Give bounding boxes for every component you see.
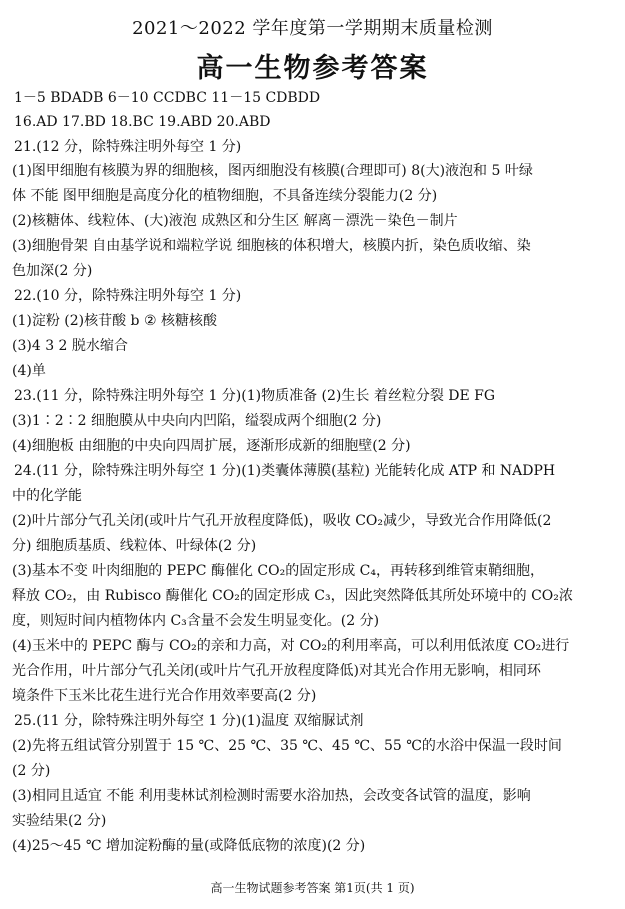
answer-line: 光合作用，叶片部分气孔关闭(或叶片气孔开放程度降低)对其光合作用无影响，相同环 [12,663,541,679]
answer-line: (3)相同且适宜 不能 利用斐林试剂检测时需要水浴加热，会改变各试管的温度，影响 [12,788,531,804]
answer-line: (3)细胞骨架 自由基学说和端粒学说 细胞核的体积增大，核膜内折，染色质收缩、染 [12,238,531,254]
answer-line: (3)1∶2∶2 细胞膜从中央向内凹陷，缢裂成两个细胞(2 分) [12,413,382,429]
answer-line: (2)核糖体、线粒体、(大)液泡 成熟区和分生区 解离－漂洗－染色－制片 [12,213,458,229]
answer-line: (4)单 [12,363,46,379]
answer-line: 色加深(2 分) [12,263,93,279]
answer-line: 境条件下玉米比花生进行光合作用效率要高(2 分) [12,688,317,704]
answer-line: (1)图甲细胞有核膜为界的细胞核，图丙细胞没有核膜(合理即可) 8(大)液泡和 5 叶绿 [12,163,533,179]
answer-line: (3)基本不变 叶肉细胞的 PEPC 酶催化 CO₂的固定形成 C₄，再转移到维管束鞘细胞， [12,563,544,579]
answer-line: 分) 细胞质基质、线粒体、叶绿体(2 分) [12,538,257,554]
answer-line: 释放 CO₂，由 Rubisco 酶催化 CO₂的固定形成 C₃，因此突然降低其所处环境中的 CO₂浓 [12,588,573,604]
answer-line: 度，则短时间内植物体内 C₃含量不会发生明显变化。(2 分) [12,613,380,629]
page-footer: 高一生物试题参考答案 第1页(共 1 页) [210,881,415,895]
question-heading: 24.(11 分，除特殊注明外每空 1 分)(1)类囊体薄膜(基粒) 光能转化成 ATP 和 NADPH [14,463,556,479]
answer-line: 16.AD 17.BD 18.BC 19.ABD 20.ABD [14,114,271,130]
exam-year-title: 2021～2022 学年度第一学期期末质量检测 [132,18,493,39]
question-heading: 23.(11 分，除特殊注明外每空 1 分)(1)物质准备 (2)生长 着丝粒分裂 DE FG [14,388,496,404]
answer-line: (3)4 3 2 脱水缩合 [12,338,128,354]
answer-line: 中的化学能 [12,488,82,504]
answer-line: (1)淀粉 (2)核苷酸 b ② 核糖核酸 [12,313,217,329]
answer-line: 体 不能 图甲细胞是高度分化的植物细胞，不具备连续分裂能力(2 分) [12,188,438,204]
question-heading: 22.(10 分，除特殊注明外每空 1 分) [14,288,242,304]
answer-line: (4)细胞板 由细胞的中央向四周扩展，逐渐形成新的细胞壁(2 分) [12,438,411,454]
question-heading: 21.(12 分，除特殊注明外每空 1 分) [14,139,242,155]
answer-line: (2 分) [12,763,51,779]
answer-line: (2)叶片部分气孔关闭(或叶片气孔开放程度降低)，吸收 CO₂减少，导致光合作用降低(2 [12,513,552,529]
answer-line: 1－5 BDADB 6－10 CCDBC 11－15 CDBDD [14,90,321,106]
answer-line: 实验结果(2 分) [12,813,107,829]
answer-line: (2)先将五组试管分别置于 15 ℃、25 ℃、35 ℃、45 ℃、55 ℃的水浴中保温一段时间 [12,738,562,754]
answer-line: (4)玉米中的 PEPC 酶与 CO₂的亲和力高，对 CO₂的利用率高，可以利用低浓度 CO₂进行 [12,638,570,654]
page-title: 高一生物参考答案 [196,53,429,84]
answer-line: (4)25～45 ℃ 增加淀粉酶的量(或降低底物的浓度)(2 分) [12,838,366,854]
question-heading: 25.(11 分，除特殊注明外每空 1 分)(1)温度 双缩脲试剂 [14,713,364,729]
